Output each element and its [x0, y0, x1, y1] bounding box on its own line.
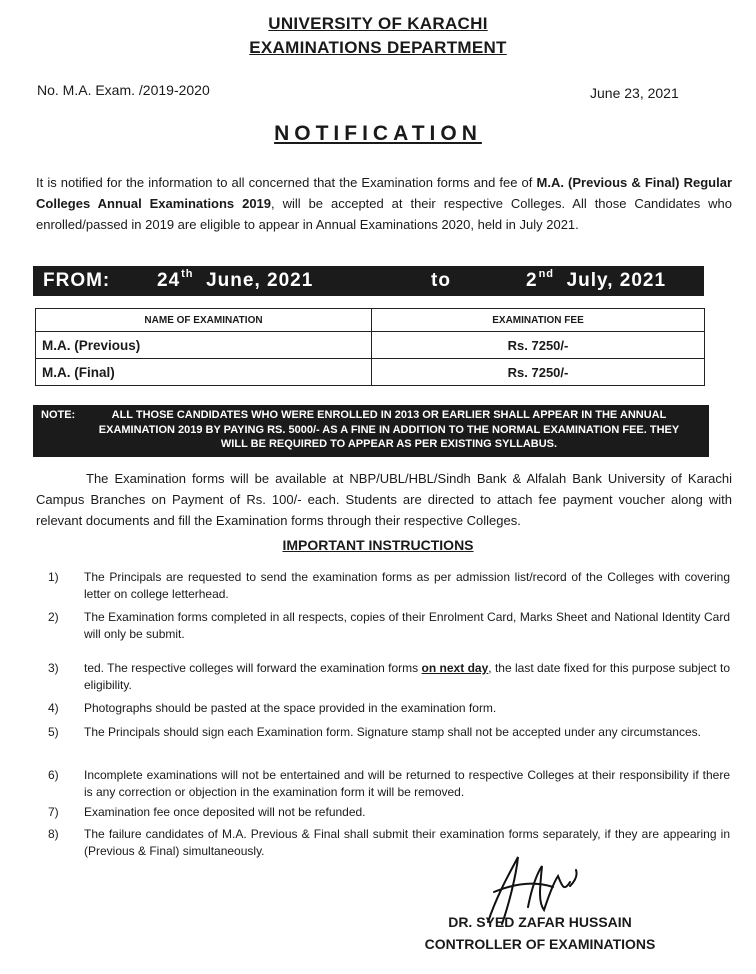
item-number: 2) — [48, 610, 59, 624]
item-text: The Principals are requested to send the examination forms as per admission list/record of the Colleges with covering letter on college letterhead. — [84, 570, 730, 601]
item-text: Incomplete examinations will not be entertained and will be returned to respective Colleges at their responsibility if there is any correction or objection in the examination form it will be removed. — [84, 768, 730, 799]
item-number: 1) — [48, 570, 59, 584]
instructions-title: IMPORTANT INSTRUCTIONS — [282, 537, 474, 553]
note-label: NOTE: — [41, 409, 76, 421]
note-box — [33, 405, 709, 457]
schedule-start-date — [157, 270, 313, 292]
item-text: The Principals should sign each Examination form. Signature stamp shall not be accepted under any circumstances. — [84, 725, 701, 739]
notification-title: NOTIFICATION — [274, 122, 482, 145]
end-day-suffix: nd — [538, 268, 555, 280]
table-row — [36, 332, 705, 359]
item-text: Examination fee once deposited will not be refunded. — [84, 805, 366, 819]
header-exam-fee: EXAMINATION FEE — [372, 309, 705, 332]
reference-number: No. M.A. Exam. /2019-2020 — [37, 82, 210, 98]
item-number: 4) — [48, 701, 59, 715]
signatory-title: CONTROLLER OF EXAMINATIONS — [424, 936, 656, 952]
notification-date: June 23, 2021 — [590, 85, 679, 101]
availability-paragraph: The Examination forms will be available at NBP/UBL/HBL/Sindh Bank & Alfalah Bank University of Karachi Campus Branches on Payment of Rs. 100/- each. Students are directed to attach fee payment voucher along with relevant documents and fill the Examination forms through their respective Colleges. — [36, 471, 732, 528]
item-number: 6) — [48, 768, 59, 782]
item-text: The failure candidates of M.A. Previous & Final shall submit their examination forms separately, if they are appearing in (Previous & Final) simultaneously. — [84, 827, 730, 858]
exam-fee: Rs. 7250/- — [372, 332, 705, 359]
fee-table — [35, 308, 705, 386]
end-month-year: July, 2021 — [566, 270, 667, 291]
start-day: 24 — [157, 270, 181, 291]
exam-name: M.A. (Previous) — [36, 332, 372, 359]
exam-fee: Rs. 7250/- — [372, 359, 705, 386]
intro-bold-text: M.A. (Previous & Final) Regular Colleges Annual Examinations 2019 — [36, 175, 733, 211]
schedule-to-label: to — [431, 270, 451, 291]
item-text: Photographs should be pasted at the space provided in the examination form. — [84, 701, 497, 715]
intro-text-2: , will be accepted at their respective Colleges. All those Candidates who enrolled/passed in 2019 are eligible to appear in Annual Examinations 2020, held in July 2021. — [36, 196, 732, 232]
item-text — [84, 660, 730, 694]
department-title: EXAMINATIONS DEPARTMENT — [249, 38, 507, 57]
start-month-year: June, 2021 — [206, 270, 314, 291]
university-title: UNIVERSITY OF KARACHI — [268, 14, 488, 33]
table-row — [36, 359, 705, 386]
item-number: 7) — [48, 805, 59, 819]
exam-name: M.A. (Final) — [36, 359, 372, 386]
end-day: 2 — [526, 270, 538, 291]
item-text-pre: ted. The respective colleges will forward the examination forms — [84, 661, 422, 675]
item-number: 5) — [48, 725, 59, 739]
schedule-from-label: FROM: — [43, 270, 111, 291]
item-number: 8) — [48, 827, 59, 841]
intro-paragraph — [36, 172, 732, 235]
note-text: ALL THOSE CANDIDATES WHO WERE ENROLLED IN 2013 OR EARLIER SHALL APPEAR IN THE ANNUAL EXAMINATION 2019 BY PAYING RS. 5000/- AS A FINE IN ADDITION TO THE NORMAL EXAMINATION FEE. THEY WILL BE REQUIRED TO APPEAR AS PER EXISTING SYLLABUS. — [98, 409, 680, 450]
signatory-name: DR. SYED ZAFAR HUSSAIN — [448, 914, 632, 930]
item-text: The Examination forms completed in all respects, copies of their Enrolment Card, Marks Sheet and National Identity Card will only be submit. — [84, 610, 730, 641]
schedule-banner — [33, 266, 704, 296]
schedule-end-date — [526, 270, 666, 292]
item-text-emphasis: on next day — [421, 661, 489, 675]
item-number: 3) — [48, 661, 59, 675]
header-exam-name: NAME OF EXAMINATION — [36, 309, 372, 332]
item-text-post: , the last date fixed for this purpose subject to eligibility. — [84, 661, 731, 692]
intro-text-1: It is notified for the information to all concerned that the Examination forms and fee of — [36, 175, 537, 190]
fee-table-header — [36, 309, 705, 332]
start-day-suffix: th — [181, 268, 194, 280]
